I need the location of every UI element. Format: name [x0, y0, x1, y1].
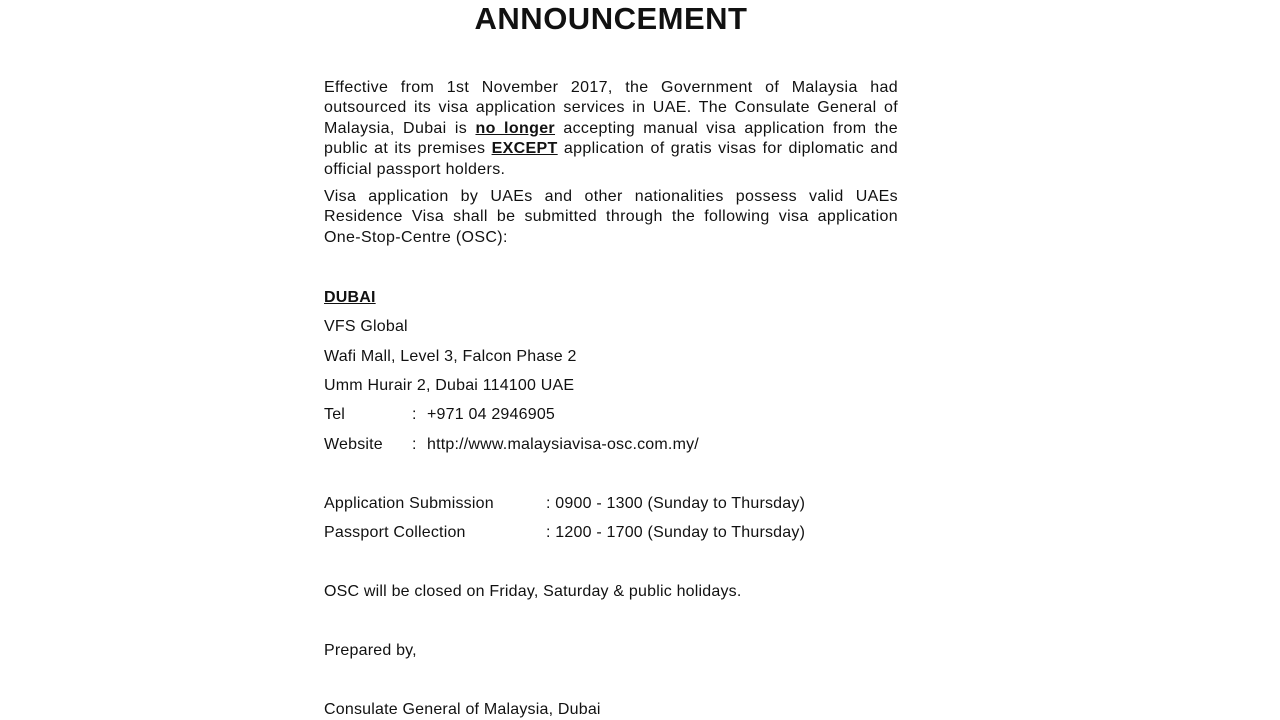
emphasis-no-longer: no longer	[475, 119, 556, 137]
tel-label: Tel	[324, 406, 346, 423]
intro-paragraph	[324, 78, 898, 180]
tel-value: +971 04 2946905	[427, 406, 556, 423]
submission-label: Application Submission	[324, 495, 494, 512]
emphasis-except: EXCEPT	[491, 140, 558, 158]
intro-text-part3: application of gratis visas for diplomatic and official passport holders.	[324, 140, 898, 178]
prepared-by: Prepared by,	[324, 642, 417, 659]
website-link[interactable]: http://www.malaysiavisa-osc.com.my/	[427, 436, 699, 453]
announcement-body	[324, 78, 898, 255]
intro-text-part1: Effective from 1st November 2017, the Government of Malaysia had outsourced its visa application services in UAE. The Consulate General of Malaysia, Dubai is	[324, 79, 898, 137]
closed-notice: OSC will be closed on Friday, Saturday & public holidays.	[324, 583, 742, 600]
office-tel-row	[324, 405, 555, 425]
osc-paragraph: Visa application by UAEs and other nationalities possess valid UAEs Residence Visa shall be submitted through the following visa application One-Stop-Centre (OSC):	[324, 188, 898, 246]
signatory: Consulate General of Malaysia, Dubai	[324, 701, 601, 718]
office-name: VFS Global	[324, 318, 408, 335]
collection-label: Passport Collection	[324, 524, 466, 541]
website-label: Website	[324, 436, 383, 453]
intro-text-part2: accepting manual visa application from the public at its premises	[324, 119, 898, 158]
website-separator: :	[412, 436, 417, 453]
office-city-heading: DUBAI	[324, 289, 376, 306]
tel-separator: :	[412, 406, 417, 423]
page-title: ANNOUNCEMENT	[474, 1, 748, 36]
submission-hours: : 0900 - 1300 (Sunday to Thursday)	[546, 495, 806, 512]
collection-hours: : 1200 - 1700 (Sunday to Thursday)	[546, 524, 806, 541]
submission-hours-row	[324, 494, 805, 514]
office-address-line1: Wafi Mall, Level 3, Falcon Phase 2	[324, 348, 577, 365]
office-website-row	[324, 435, 699, 455]
office-address-line2: Umm Hurair 2, Dubai 114100 UAE	[324, 377, 575, 394]
collection-hours-row	[324, 523, 805, 543]
